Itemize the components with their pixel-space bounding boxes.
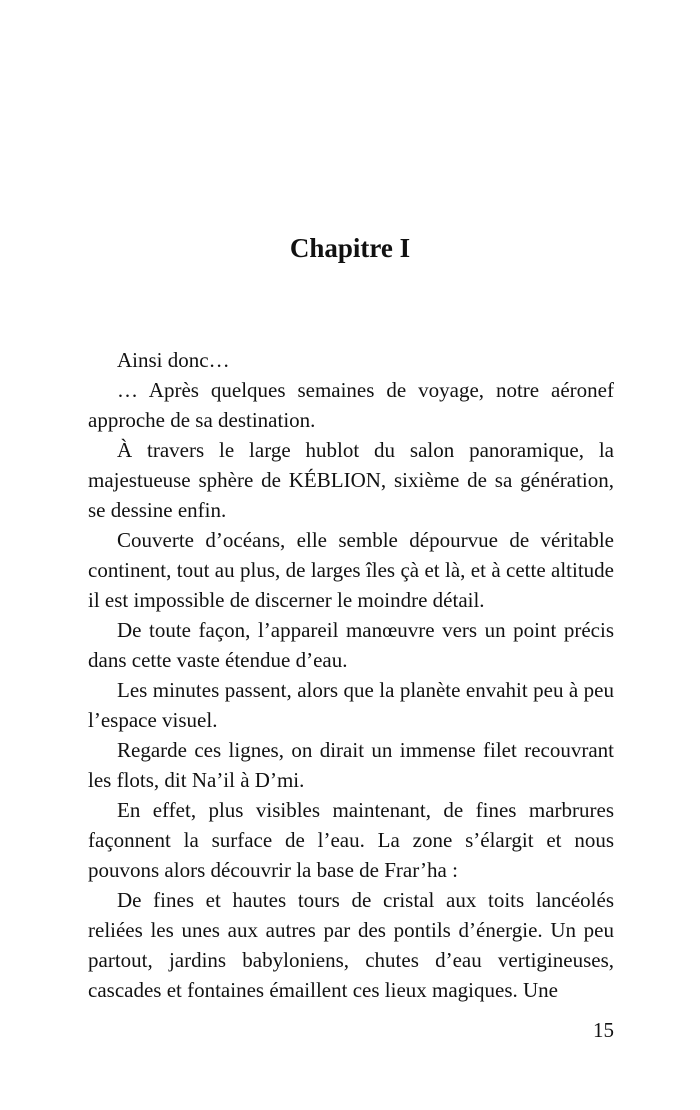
paragraph: À travers le large hublot du salon panoramique, la majestueuse sphère de KÉBLION, sixième de sa génération, se dessine enfin. [88,438,614,522]
paragraph: Regarde ces lignes, on dirait un immense filet recouvrant les flots, dit Na’il à D’mi. [88,738,614,792]
paragraph: Les minutes passent, alors que la planète envahit peu à peu l’espace visuel. [88,678,614,732]
paragraph: En effet, plus visibles maintenant, de fines marbrures façonnent la surface de l’eau. La zone s’élargit et nous pouvons alors découvrir la base de Frar’ha : [88,798,614,882]
paragraph: Ainsi donc… [117,348,230,372]
chapter-title: Chapitre I [289,233,411,263]
paragraph: Couverte d’océans, elle semble dépourvue de véritable continent, tout au plus, de larges îles çà et là, et à cette altitude il est impossible de discerner le moindre détail. [88,528,614,612]
chapter-body [88,345,614,1005]
paragraph: … Après quelques semaines de voyage, notre aéronef approche de sa destination. [88,378,614,432]
paragraph: De fines et hautes tours de cristal aux toits lancéolés reliées les unes aux autres par des pontils d’énergie. Un peu partout, jardins babyloniens, chutes d’eau vertigineuses, cascades et fontaines émaillent ces lieux magiques. Une [88,888,614,1002]
page-number: 15 [593,1018,614,1042]
paragraph: De toute façon, l’appareil manœuvre vers un point précis dans cette vaste étendue d’eau. [88,618,614,672]
